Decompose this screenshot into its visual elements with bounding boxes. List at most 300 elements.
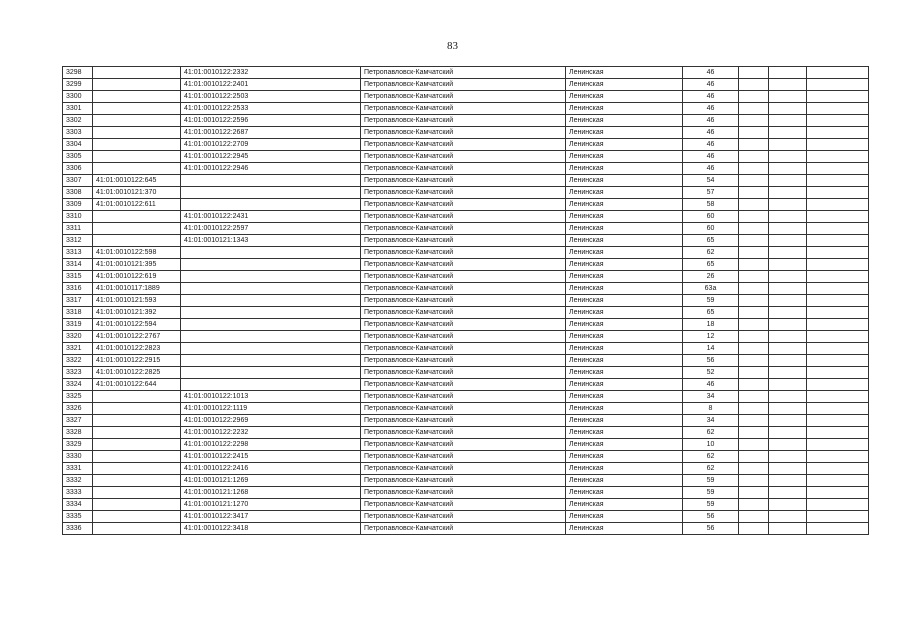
premises-cadastral-number-cell xyxy=(181,295,361,307)
premises-cadastral-number-cell: 41:01:0010122:2232 xyxy=(181,427,361,439)
premises-cadastral-number-cell xyxy=(181,343,361,355)
city-cell: Петропавловск-Камчатский xyxy=(361,439,566,451)
empty-cell xyxy=(769,319,807,331)
empty-cell xyxy=(739,343,769,355)
city-cell: Петропавловск-Камчатский xyxy=(361,115,566,127)
row-number-cell: 3302 xyxy=(63,115,93,127)
building-cadastral-number-cell xyxy=(93,223,181,235)
empty-cell xyxy=(769,451,807,463)
premises-cadastral-number-cell: 41:01:0010122:1013 xyxy=(181,391,361,403)
city-cell: Петропавловск-Камчатский xyxy=(361,295,566,307)
city-cell: Петропавловск-Камчатский xyxy=(361,379,566,391)
street-cell: Ленинская xyxy=(566,475,683,487)
building-cadastral-number-cell xyxy=(93,427,181,439)
empty-cell xyxy=(739,475,769,487)
row-number-cell: 3312 xyxy=(63,235,93,247)
table-row xyxy=(63,199,869,211)
table-row xyxy=(63,463,869,475)
street-cell: Ленинская xyxy=(566,379,683,391)
row-number-cell: 3323 xyxy=(63,367,93,379)
empty-cell xyxy=(769,475,807,487)
building-cadastral-number-cell xyxy=(93,139,181,151)
building-cadastral-number-cell xyxy=(93,67,181,79)
street-cell: Ленинская xyxy=(566,307,683,319)
empty-cell xyxy=(807,475,869,487)
empty-cell xyxy=(807,223,869,235)
street-cell: Ленинская xyxy=(566,283,683,295)
city-cell: Петропавловск-Камчатский xyxy=(361,223,566,235)
premises-cadastral-number-cell: 41:01:0010121:1268 xyxy=(181,487,361,499)
house-number-cell: 26 xyxy=(683,271,739,283)
house-number-cell: 34 xyxy=(683,391,739,403)
building-cadastral-number-cell: 41:01:0010122:611 xyxy=(93,199,181,211)
building-cadastral-number-cell xyxy=(93,415,181,427)
street-cell: Ленинская xyxy=(566,247,683,259)
empty-cell xyxy=(769,367,807,379)
row-number-cell: 3298 xyxy=(63,67,93,79)
empty-cell xyxy=(769,211,807,223)
house-number-cell: 46 xyxy=(683,115,739,127)
empty-cell xyxy=(769,283,807,295)
row-number-cell: 3329 xyxy=(63,439,93,451)
building-cadastral-number-cell xyxy=(93,115,181,127)
empty-cell xyxy=(769,115,807,127)
street-cell: Ленинская xyxy=(566,91,683,103)
table-row xyxy=(63,367,869,379)
premises-cadastral-number-cell: 41:01:0010121:1343 xyxy=(181,235,361,247)
row-number-cell: 3327 xyxy=(63,415,93,427)
row-number-cell: 3334 xyxy=(63,499,93,511)
premises-cadastral-number-cell: 41:01:0010122:2415 xyxy=(181,451,361,463)
premises-cadastral-number-cell xyxy=(181,319,361,331)
row-number-cell: 3304 xyxy=(63,139,93,151)
city-cell: Петропавловск-Камчатский xyxy=(361,199,566,211)
street-cell: Ленинская xyxy=(566,427,683,439)
empty-cell xyxy=(739,271,769,283)
house-number-cell: 8 xyxy=(683,403,739,415)
empty-cell xyxy=(739,115,769,127)
table-row xyxy=(63,175,869,187)
table-row xyxy=(63,403,869,415)
empty-cell xyxy=(769,247,807,259)
premises-cadastral-number-cell: 41:01:0010122:2431 xyxy=(181,211,361,223)
row-number-cell: 3328 xyxy=(63,427,93,439)
empty-cell xyxy=(739,247,769,259)
empty-cell xyxy=(739,499,769,511)
city-cell: Петропавловск-Камчатский xyxy=(361,211,566,223)
row-number-cell: 3307 xyxy=(63,175,93,187)
empty-cell xyxy=(739,523,769,535)
house-number-cell: 57 xyxy=(683,187,739,199)
empty-cell xyxy=(739,451,769,463)
row-number-cell: 3331 xyxy=(63,463,93,475)
table-row xyxy=(63,511,869,523)
empty-cell xyxy=(807,499,869,511)
premises-cadastral-number-cell: 41:01:0010122:2969 xyxy=(181,415,361,427)
building-cadastral-number-cell: 41:01:0010122:645 xyxy=(93,175,181,187)
house-number-cell: 65 xyxy=(683,307,739,319)
empty-cell xyxy=(807,283,869,295)
street-cell: Ленинская xyxy=(566,331,683,343)
street-cell: Ленинская xyxy=(566,259,683,271)
house-number-cell: 59 xyxy=(683,295,739,307)
street-cell: Ленинская xyxy=(566,223,683,235)
city-cell: Петропавловск-Камчатский xyxy=(361,67,566,79)
empty-cell xyxy=(769,175,807,187)
empty-cell xyxy=(807,439,869,451)
empty-cell xyxy=(739,427,769,439)
building-cadastral-number-cell xyxy=(93,103,181,115)
street-cell: Ленинская xyxy=(566,127,683,139)
empty-cell xyxy=(739,439,769,451)
row-number-cell: 3326 xyxy=(63,403,93,415)
house-number-cell: 58 xyxy=(683,199,739,211)
table-row xyxy=(63,499,869,511)
premises-cadastral-number-cell: 41:01:0010122:2416 xyxy=(181,463,361,475)
table-row xyxy=(63,379,869,391)
house-number-cell: 46 xyxy=(683,163,739,175)
building-cadastral-number-cell: 41:01:0010122:619 xyxy=(93,271,181,283)
empty-cell xyxy=(769,103,807,115)
house-number-cell: 52 xyxy=(683,367,739,379)
table-row xyxy=(63,187,869,199)
table-row xyxy=(63,391,869,403)
empty-cell xyxy=(807,67,869,79)
row-number-cell: 3335 xyxy=(63,511,93,523)
table-row xyxy=(63,427,869,439)
empty-cell xyxy=(769,463,807,475)
city-cell: Петропавловск-Камчатский xyxy=(361,187,566,199)
city-cell: Петропавловск-Камчатский xyxy=(361,91,566,103)
street-cell: Ленинская xyxy=(566,451,683,463)
city-cell: Петропавловск-Камчатский xyxy=(361,415,566,427)
empty-cell xyxy=(807,379,869,391)
empty-cell xyxy=(807,403,869,415)
empty-cell xyxy=(769,199,807,211)
building-cadastral-number-cell xyxy=(93,403,181,415)
registry-table xyxy=(62,66,869,535)
empty-cell xyxy=(769,223,807,235)
row-number-cell: 3319 xyxy=(63,319,93,331)
empty-cell xyxy=(807,427,869,439)
empty-cell xyxy=(739,79,769,91)
street-cell: Ленинская xyxy=(566,175,683,187)
row-number-cell: 3320 xyxy=(63,331,93,343)
empty-cell xyxy=(769,151,807,163)
row-number-cell: 3301 xyxy=(63,103,93,115)
building-cadastral-number-cell xyxy=(93,211,181,223)
empty-cell xyxy=(807,367,869,379)
house-number-cell: 65 xyxy=(683,259,739,271)
empty-cell xyxy=(807,175,869,187)
table-row xyxy=(63,139,869,151)
empty-cell xyxy=(807,103,869,115)
table-row xyxy=(63,439,869,451)
house-number-cell: 60 xyxy=(683,223,739,235)
building-cadastral-number-cell: 41:01:0010122:2767 xyxy=(93,331,181,343)
empty-cell xyxy=(739,139,769,151)
empty-cell xyxy=(739,391,769,403)
table-row xyxy=(63,355,869,367)
street-cell: Ленинская xyxy=(566,151,683,163)
street-cell: Ленинская xyxy=(566,115,683,127)
empty-cell xyxy=(739,355,769,367)
table-row xyxy=(63,259,869,271)
premises-cadastral-number-cell: 41:01:0010122:2709 xyxy=(181,139,361,151)
premises-cadastral-number-cell xyxy=(181,187,361,199)
empty-cell xyxy=(769,499,807,511)
row-number-cell: 3311 xyxy=(63,223,93,235)
row-number-cell: 3315 xyxy=(63,271,93,283)
street-cell: Ленинская xyxy=(566,103,683,115)
city-cell: Петропавловск-Камчатский xyxy=(361,451,566,463)
building-cadastral-number-cell xyxy=(93,451,181,463)
empty-cell xyxy=(769,439,807,451)
premises-cadastral-number-cell xyxy=(181,247,361,259)
premises-cadastral-number-cell: 41:01:0010122:2596 xyxy=(181,115,361,127)
premises-cadastral-number-cell: 41:01:0010122:2945 xyxy=(181,151,361,163)
city-cell: Петропавловск-Камчатский xyxy=(361,487,566,499)
city-cell: Петропавловск-Камчатский xyxy=(361,79,566,91)
empty-cell xyxy=(807,139,869,151)
empty-cell xyxy=(739,235,769,247)
street-cell: Ленинская xyxy=(566,187,683,199)
empty-cell xyxy=(739,187,769,199)
house-number-cell: 46 xyxy=(683,151,739,163)
street-cell: Ленинская xyxy=(566,439,683,451)
premises-cadastral-number-cell: 41:01:0010122:2401 xyxy=(181,79,361,91)
empty-cell xyxy=(807,523,869,535)
street-cell: Ленинская xyxy=(566,79,683,91)
house-number-cell: 60 xyxy=(683,211,739,223)
row-number-cell: 3314 xyxy=(63,259,93,271)
city-cell: Петропавловск-Камчатский xyxy=(361,307,566,319)
street-cell: Ленинская xyxy=(566,235,683,247)
building-cadastral-number-cell xyxy=(93,523,181,535)
house-number-cell: 46 xyxy=(683,139,739,151)
page-number: 83 xyxy=(447,40,458,52)
building-cadastral-number-cell xyxy=(93,391,181,403)
row-number-cell: 3333 xyxy=(63,487,93,499)
city-cell: Петропавловск-Камчатский xyxy=(361,391,566,403)
empty-cell xyxy=(769,511,807,523)
empty-cell xyxy=(807,211,869,223)
row-number-cell: 3324 xyxy=(63,379,93,391)
house-number-cell: 59 xyxy=(683,475,739,487)
table-row xyxy=(63,307,869,319)
premises-cadastral-number-cell xyxy=(181,199,361,211)
building-cadastral-number-cell: 41:01:0010121:593 xyxy=(93,295,181,307)
premises-cadastral-number-cell: 41:01:0010122:2298 xyxy=(181,439,361,451)
building-cadastral-number-cell xyxy=(93,163,181,175)
street-cell: Ленинская xyxy=(566,487,683,499)
street-cell: Ленинская xyxy=(566,271,683,283)
empty-cell xyxy=(739,331,769,343)
premises-cadastral-number-cell: 41:01:0010122:2687 xyxy=(181,127,361,139)
building-cadastral-number-cell: 41:01:0010122:594 xyxy=(93,319,181,331)
empty-cell xyxy=(769,163,807,175)
empty-cell xyxy=(739,259,769,271)
premises-cadastral-number-cell: 41:01:0010122:2597 xyxy=(181,223,361,235)
building-cadastral-number-cell xyxy=(93,91,181,103)
row-number-cell: 3299 xyxy=(63,79,93,91)
street-cell: Ленинская xyxy=(566,163,683,175)
house-number-cell: 46 xyxy=(683,67,739,79)
house-number-cell: 62 xyxy=(683,463,739,475)
table-row xyxy=(63,523,869,535)
empty-cell xyxy=(807,307,869,319)
house-number-cell: 34 xyxy=(683,415,739,427)
row-number-cell: 3305 xyxy=(63,151,93,163)
empty-cell xyxy=(807,331,869,343)
empty-cell xyxy=(769,271,807,283)
empty-cell xyxy=(769,355,807,367)
empty-cell xyxy=(807,511,869,523)
row-number-cell: 3309 xyxy=(63,199,93,211)
premises-cadastral-number-cell xyxy=(181,283,361,295)
empty-cell xyxy=(739,211,769,223)
table-row xyxy=(63,415,869,427)
building-cadastral-number-cell: 41:01:0010122:598 xyxy=(93,247,181,259)
empty-cell xyxy=(739,295,769,307)
empty-cell xyxy=(769,259,807,271)
building-cadastral-number-cell xyxy=(93,475,181,487)
house-number-cell: 14 xyxy=(683,343,739,355)
empty-cell xyxy=(807,91,869,103)
house-number-cell: 56 xyxy=(683,523,739,535)
city-cell: Петропавловск-Камчатский xyxy=(361,355,566,367)
building-cadastral-number-cell: 41:01:0010122:2825 xyxy=(93,367,181,379)
row-number-cell: 3322 xyxy=(63,355,93,367)
empty-cell xyxy=(769,391,807,403)
street-cell: Ленинская xyxy=(566,391,683,403)
empty-cell xyxy=(807,415,869,427)
table-row xyxy=(63,67,869,79)
empty-cell xyxy=(807,355,869,367)
row-number-cell: 3316 xyxy=(63,283,93,295)
table-row xyxy=(63,283,869,295)
empty-cell xyxy=(807,247,869,259)
premises-cadastral-number-cell: 41:01:0010122:2503 xyxy=(181,91,361,103)
street-cell: Ленинская xyxy=(566,415,683,427)
row-number-cell: 3330 xyxy=(63,451,93,463)
empty-cell xyxy=(739,403,769,415)
house-number-cell: 46 xyxy=(683,79,739,91)
city-cell: Петропавловск-Камчатский xyxy=(361,343,566,355)
row-number-cell: 3300 xyxy=(63,91,93,103)
street-cell: Ленинская xyxy=(566,199,683,211)
empty-cell xyxy=(807,199,869,211)
empty-cell xyxy=(807,463,869,475)
city-cell: Петропавловск-Камчатский xyxy=(361,103,566,115)
empty-cell xyxy=(769,127,807,139)
street-cell: Ленинская xyxy=(566,295,683,307)
city-cell: Петропавловск-Камчатский xyxy=(361,235,566,247)
empty-cell xyxy=(739,415,769,427)
empty-cell xyxy=(807,271,869,283)
building-cadastral-number-cell: 41:01:0010121:370 xyxy=(93,187,181,199)
house-number-cell: 59 xyxy=(683,487,739,499)
house-number-cell: 56 xyxy=(683,355,739,367)
building-cadastral-number-cell: 41:01:0010121:392 xyxy=(93,307,181,319)
empty-cell xyxy=(739,487,769,499)
table-row xyxy=(63,163,869,175)
street-cell: Ленинская xyxy=(566,511,683,523)
city-cell: Петропавловск-Камчатский xyxy=(361,139,566,151)
street-cell: Ленинская xyxy=(566,67,683,79)
empty-cell xyxy=(807,451,869,463)
row-number-cell: 3313 xyxy=(63,247,93,259)
table-row xyxy=(63,103,869,115)
street-cell: Ленинская xyxy=(566,139,683,151)
street-cell: Ленинская xyxy=(566,211,683,223)
row-number-cell: 3317 xyxy=(63,295,93,307)
empty-cell xyxy=(769,523,807,535)
house-number-cell: 62 xyxy=(683,427,739,439)
empty-cell xyxy=(807,127,869,139)
table-row xyxy=(63,331,869,343)
premises-cadastral-number-cell xyxy=(181,367,361,379)
building-cadastral-number-cell: 41:01:0010117:1889 xyxy=(93,283,181,295)
house-number-cell: 12 xyxy=(683,331,739,343)
empty-cell xyxy=(769,379,807,391)
row-number-cell: 3318 xyxy=(63,307,93,319)
house-number-cell: 18 xyxy=(683,319,739,331)
table-row xyxy=(63,91,869,103)
premises-cadastral-number-cell xyxy=(181,379,361,391)
empty-cell xyxy=(739,127,769,139)
empty-cell xyxy=(739,175,769,187)
row-number-cell: 3336 xyxy=(63,523,93,535)
empty-cell xyxy=(769,487,807,499)
empty-cell xyxy=(769,187,807,199)
building-cadastral-number-cell: 41:01:0010122:2823 xyxy=(93,343,181,355)
premises-cadastral-number-cell: 41:01:0010122:3417 xyxy=(181,511,361,523)
city-cell: Петропавловск-Камчатский xyxy=(361,331,566,343)
house-number-cell: 59 xyxy=(683,499,739,511)
table-row xyxy=(63,127,869,139)
city-cell: Петропавловск-Камчатский xyxy=(361,163,566,175)
city-cell: Петропавловск-Камчатский xyxy=(361,427,566,439)
empty-cell xyxy=(769,295,807,307)
house-number-cell: 62 xyxy=(683,247,739,259)
empty-cell xyxy=(807,295,869,307)
empty-cell xyxy=(769,307,807,319)
building-cadastral-number-cell xyxy=(93,499,181,511)
house-number-cell: 46 xyxy=(683,127,739,139)
table-row xyxy=(63,151,869,163)
empty-cell xyxy=(807,115,869,127)
table-row xyxy=(63,451,869,463)
empty-cell xyxy=(739,463,769,475)
premises-cadastral-number-cell xyxy=(181,175,361,187)
table-row xyxy=(63,223,869,235)
empty-cell xyxy=(739,103,769,115)
empty-cell xyxy=(739,511,769,523)
house-number-cell: 46 xyxy=(683,103,739,115)
premises-cadastral-number-cell: 41:01:0010121:1269 xyxy=(181,475,361,487)
table-row xyxy=(63,475,869,487)
building-cadastral-number-cell xyxy=(93,79,181,91)
house-number-cell: 54 xyxy=(683,175,739,187)
table-row xyxy=(63,343,869,355)
empty-cell xyxy=(769,415,807,427)
empty-cell xyxy=(769,79,807,91)
street-cell: Ленинская xyxy=(566,319,683,331)
empty-cell xyxy=(769,343,807,355)
city-cell: Петропавловск-Камчатский xyxy=(361,499,566,511)
building-cadastral-number-cell: 41:01:0010122:2915 xyxy=(93,355,181,367)
